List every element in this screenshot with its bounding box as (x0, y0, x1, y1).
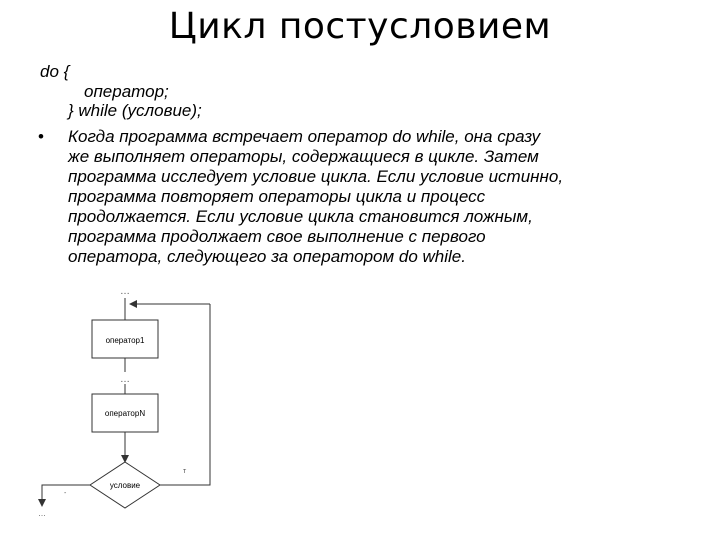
flow-true-mark: т (183, 468, 187, 475)
flow-dots-bottom: … (38, 509, 46, 518)
bullet-line: же выполняет операторы, содержащиеся в цикле. Затем (68, 147, 539, 166)
bullet-line: Когда программа встречает оператор do while, она сразу (68, 127, 541, 146)
flow-box-operator1-label: оператор1 (105, 336, 145, 345)
flow-true-loop-line (160, 304, 210, 485)
do-while-flowchart (0, 280, 240, 520)
bullet-line: программа продолжает свое выполнение с первого (68, 227, 486, 246)
flow-dots-middle: … (120, 374, 130, 385)
slide-title: Цикл постусловием (168, 6, 552, 47)
bullet-paragraph (68, 127, 668, 267)
bullet-line: продолжается. Если условие цикла становится ложным, (68, 207, 533, 226)
code-while-line: } while (условие); (68, 101, 202, 120)
flow-false-mark: - (64, 490, 67, 497)
bullet-marker: • (38, 127, 44, 146)
flow-dots-top: … (120, 286, 130, 297)
flow-condition-label: условие (109, 481, 141, 490)
bullet-line: программа исследует условие цикла. Если условие истинно, (68, 167, 564, 186)
code-statement-line: оператор; (84, 82, 169, 101)
code-do-line: do { (40, 62, 70, 81)
flow-box-operatorN-label: операторN (104, 409, 146, 418)
bullet-line: программа повторяет операторы цикла и процесс (68, 187, 486, 206)
bullet-line: оператора, следующего за оператором do while. (68, 247, 466, 266)
